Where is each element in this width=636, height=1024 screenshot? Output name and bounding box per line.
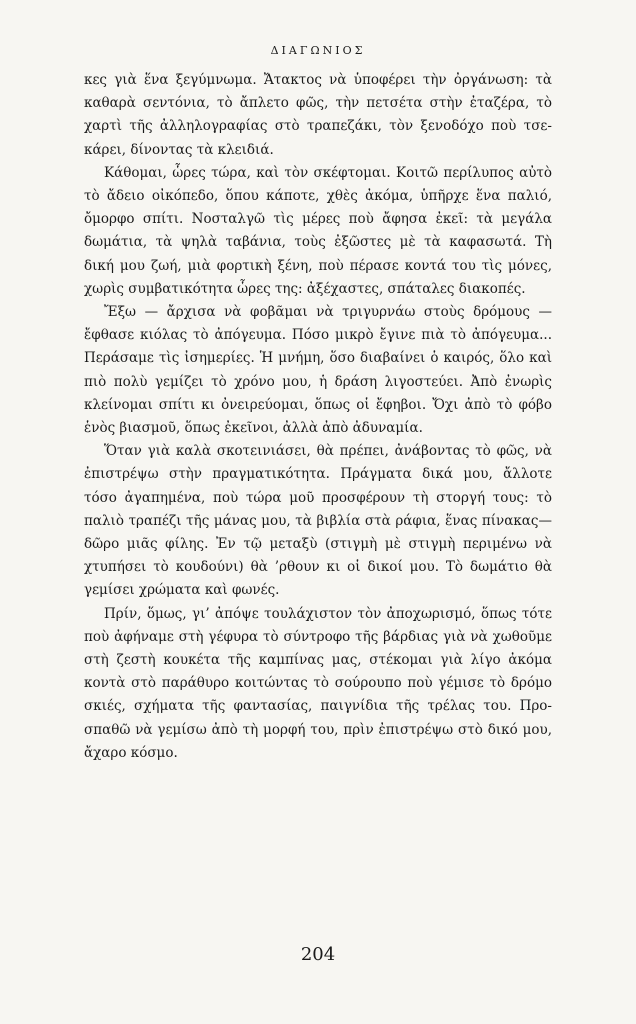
text-line: χωρὶς συμβατικότητα ὧρες της: ἀξέχαστες, σπάταλες διακοπές. [84,280,526,297]
text-line: τὸ ἄδειο οἰκόπεδο, ὅπου κάποτε, χθὲς ἀκόμα, ὑπῆρχε ἕνα παλιό, [84,188,552,205]
text-line: ἄχαρο κόσμο. [84,744,178,761]
text-line: ἐπιστρέψω στὴν πραγματικότητα. Πράγματα δικά μου, ἄλλοτε [84,466,552,483]
body-text [84,69,552,765]
text-line: τόσο ἀγαπημένα, ποὺ τώρα μοῦ προσφέρουν τὴ στοργή τους: τὸ [84,489,552,506]
text-line: δῶρο μιᾶς φίλης. Ἐν τῷ μεταξὺ (στιγμὴ μὲ στιγμὴ περιμένω νὰ [84,536,552,553]
text-line: Περάσαμε τὶς ἰσημερίες. Ἡ μνήμη, ὅσο διαβαίνει ὁ καιρός, ὅλο καὶ [84,350,552,367]
text-line: ὄμορφο σπίτι. Νοσταλγῶ τὶς μέρες ποὺ ἄφησα ἐκεῖ: τὰ μεγάλα [84,211,552,228]
text-line: κες γιὰ ἕνα ξεγύμνωμα. Ἄτακτος νὰ ὑποφέρει τὴν ὀργάνωση: τὰ [84,72,552,88]
text-line: κάρει, δίνοντας τὰ κλειδιά. [84,141,274,158]
text-line: Κάθομαι, ὧρες τώρα, καὶ τὸν σκέφτομαι. Κοιτῶ περίλυπος αὐτὸ [104,164,552,181]
page-number: 204 [300,944,336,965]
text-line: πιὸ πολὺ γεμίζει τὸ χρόνο μου, ἡ δράση λιγοστεύει. Ἀπὸ ἐνωρὶς [84,373,552,390]
text-line: δωμάτια, τὰ ψηλὰ ταβάνια, τοὺς ἐξῶστες μὲ τὰ καφασωτά. Τὴ [84,234,552,251]
text-line: καθαρὰ σεντόνια, τὸ ἄπλετο φῶς, τὴν πετσέτα στὴν ἐταζέρα, τὸ [84,95,552,112]
text-line: χτυπήσει τὸ κουδούνι) θὰ ’ρθουν κι οἱ δικοί μου. Τὸ δωμάτιο θὰ [84,559,552,576]
text-line: ἑνὸς βιασμοῦ, ὅπως ἐκεῖνοι, ἀλλὰ ἀπὸ ἀδυναμία. [84,420,423,437]
text-line: γεμίσει χρώματα καὶ φωνές. [84,582,280,599]
text-line: Πρίν, ὅμως, γι’ ἀπόψε τουλάχιστον τὸν ἀποχωρισμό, ὅπως τότε [104,605,552,622]
text-line: Ὅταν γιὰ καλὰ σκοτεινιάσει, θὰ πρέπει, ἀνάβοντας τὸ φῶς, νὰ [104,443,552,460]
text-line: στὴ ζεστὴ κουκέτα τῆς καμπίνας μας, στέκομαι γιὰ λίγο ἀκόμα [84,652,552,669]
text-line: χαρτὶ τῆς ἀλληλογραφίας στὸ τραπεζάκι, τὸν ξενοδόχο ποὺ τσε- [84,118,552,135]
text-line: σκιές, σχήματα τῆς φαντασίας, παιγνίδια τῆς τρέλας του. Προ- [84,698,552,715]
text-line: δική μου ζωή, μιὰ φορτικὴ ξένη, ποὺ πέρασε κοντά του τὶς μόνες, [84,257,552,274]
text-line: κλείνομαι σπίτι κι ὀνειρεύομαι, ὅπως οἱ ἔφηβοι. Ὄχι ἀπὸ τὸ φόβο [84,396,552,413]
text-line: ἔφθασε κιόλας τὸ ἀπόγευμα. Πόσο μικρὸ ἔγινε πιὰ τὸ ἀπόγευμα... [84,327,552,344]
text-line: Ἔξω — ἄρχισα νὰ φοβᾶμαι νὰ τριγυρνάω στοὺς δρόμους — [104,304,552,321]
text-line: σπαθῶ νὰ γεμίσω ἀπὸ τὴ μορφή του, πρὶν ἐπιστρέψω στὸ δικό μου, [84,721,552,738]
text-line: κοντὰ στὸ παράθυρο κοιτώντας τὸ σούρουπο ποὺ γέμισε τὸ δρόμο [84,675,552,692]
text-line: παλιὸ τραπέζι τῆς μάνας μου, τὰ βιβλία στὰ ράφια, ἕνας πίνακας— [84,512,552,529]
running-head: ΔΙΑΓΩΝΙΟΣ [270,44,366,57]
text-line: ποὺ ἀφήναμε στὴ γέφυρα τὸ σύντροφο τῆς βάρδιας γιὰ νὰ χωθοῦμε [84,628,552,645]
